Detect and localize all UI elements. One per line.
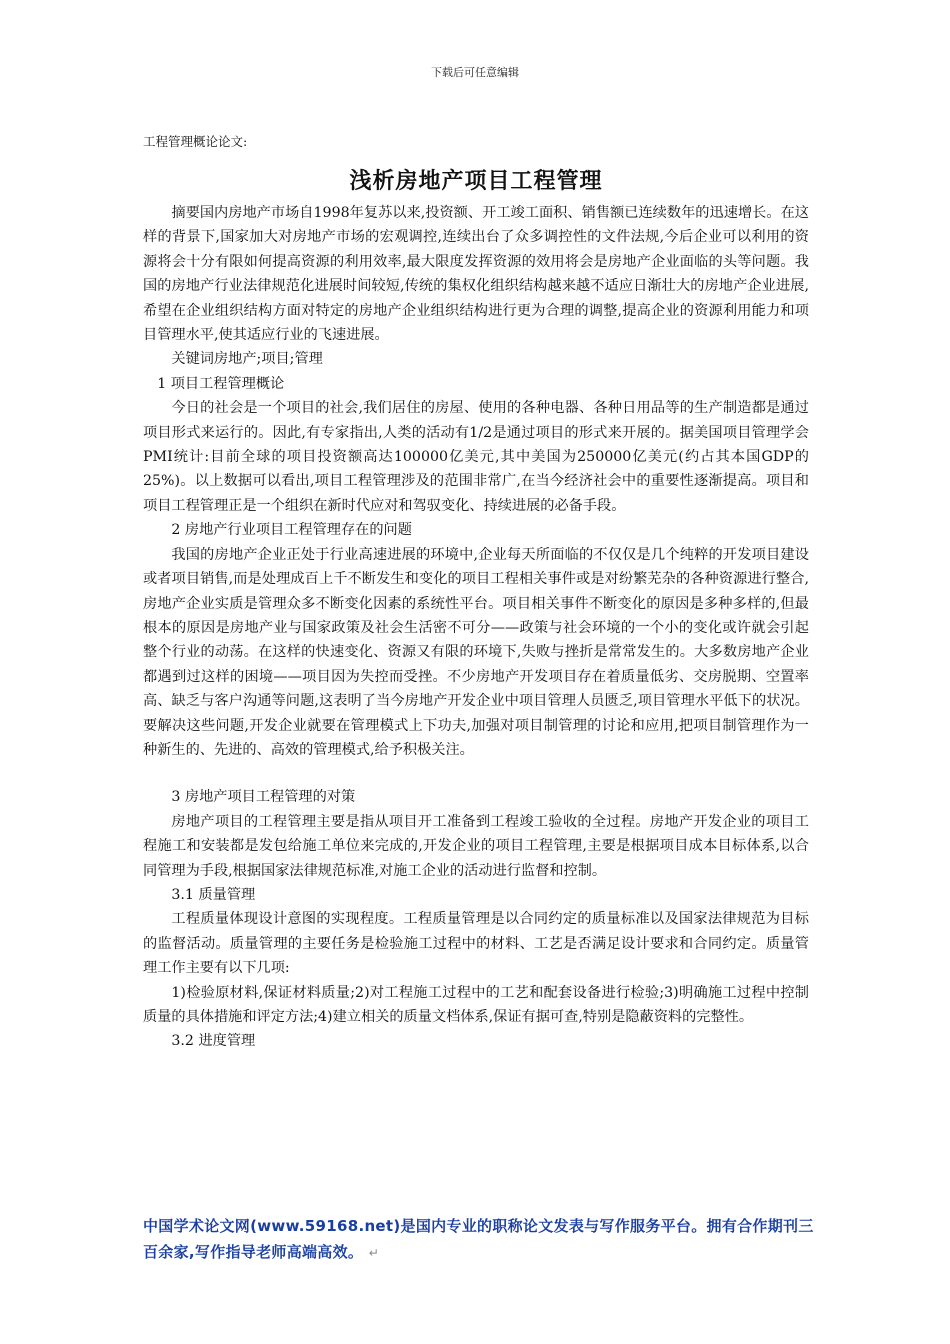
document-type-label: 工程管理概论论文: [143, 134, 248, 149]
section-1-paragraph: 今日的社会是一个项目的社会,我们居住的房屋、使用的各种电器、各种日用品等的生产制造都是通过项目形式来运行的。因此,有专家指出,人类的活动有1/2是通过项目的形式来开展的。据美国项目管理学会PMI统计:目前全球的项目投资额高达100000亿美元,其中美国为250000亿美元(约占其本国GDP的25%)。以上数据可以看出,项目工程管理涉及的范围非常广,在当今经济社会中的重要性逐渐提高。项目和项目工程管理正是一个组织在新时代应对和驾驭变化、持续进展的必备手段。 [143, 400, 809, 514]
document-body [143, 132, 809, 1054]
paragraph-gap [143, 762, 809, 785]
page-header: 下载后可任意编辑 [431, 66, 519, 79]
abstract-paragraph: 摘要国内房地产市场自1998年复苏以来,投资额、开工竣工面积、销售额已连续数年的迅速增长。在这样的背景下,国家加大对房地产市场的宏观调控,连续出台了众多调控性的文件法规,今后企业可以利用的资源将会十分有限如何提高资源的利用效率,最大限度发挥资源的效用将会是房地产企业面临的头等问题。我国的房地产行业法律规范化进展时间较短,传统的集权化组织结构越来越不适应日渐壮大的房地产企业进展,希望在企业组织结构方面对特定的房地产企业组织结构进行更为合理的调整,提高企业的资源利用能力和项目管理水平,使其适应行业的飞速进展。 [143, 205, 809, 344]
footer-ad-text: 中国学术论文网(www.59168.net)是国内专业的职称论文发表与写作服务平台。拥有合作期刊三百余家,写作指导老师高端高效。 [143, 1217, 814, 1261]
footer-advertisement [143, 1213, 823, 1266]
section-2-paragraph: 我国的房地产企业正处于行业高速进展的环境中,企业每天所面临的不仅仅是几个纯粹的开发项目建设或者项目销售,而是处理成百上千不断发生和变化的项目工程相关事件或是对纷繁芜杂的各种资源进行整合,房地产企业实质是管理众多不断变化因素的系统性平台。项目相关事件不断变化的原因是多种多样的,但最根本的原因是房地产业与国家政策及社会生活密不可分——政策与社会环境的一个小的变化或许就会引起整个行业的动荡。在这样的快速变化、资源又有限的环境下,失败与挫折是常常发生的。大多数房地产企业都遇到过这样的困境——项目因为失控而受挫。不少房地产开发项目存在着质量低劣、交房脱期、空置率高、缺乏与客户沟通等问题,这表明了当今房地产开发企业中项目管理人员匮乏,项目管理水平低下的状况。要解决这些问题,开发企业就要在管理模式上下功夫,加强对项目制管理的讨论和应用,把项目制管理作为一种新生的、先进的、高效的管理模式,给予积极关注。 [143, 546, 809, 758]
paragraph-mark-icon: ↵ [368, 1246, 380, 1260]
keywords-line: 关键词房地产;项目;管理 [171, 351, 323, 368]
section-heading-3-1: 3.1 质量管理 [171, 886, 256, 903]
section-3-paragraph: 房地产项目的工程管理主要是指从项目开工准备到工程竣工验收的全过程。房地产开发企业的项目工程施工和安装都是发包给施工单位来完成的,开发企业的项目工程管理,主要是根据项目成本目标体系,以合同管理为手段,根据国家法律规范标准,对施工企业的活动进行监督和控制。 [143, 813, 809, 879]
section-heading-1: 1 项目工程管理概论 [157, 375, 285, 392]
page-title: 浅析房地产项目工程管理 [349, 169, 603, 194]
section-heading-2: 2 房地产行业项目工程管理存在的问题 [171, 522, 412, 539]
section-heading-3-2: 3.2 进度管理 [171, 1033, 256, 1050]
section-3-1-paragraph: 工程质量体现设计意图的实现程度。工程质量管理是以合同约定的质量标准以及国家法律规范为目标的监督活动。质量管理的主要任务是检验施工过程中的材料、工艺是否满足设计要求和合同约定。质量管理工作主要有以下几项: [143, 911, 809, 977]
quality-items-paragraph: 1)检验原材料,保证材料质量;2)对工程施工过程中的工艺和配套设备进行检验;3)明确施工过程中控制质量的具体措施和评定方法;4)建立相关的质量文档体系,保证有据可查,特别是隐蔽资料的完整性。 [143, 984, 809, 1025]
section-heading-3: 3 房地产项目工程管理的对策 [171, 789, 356, 806]
